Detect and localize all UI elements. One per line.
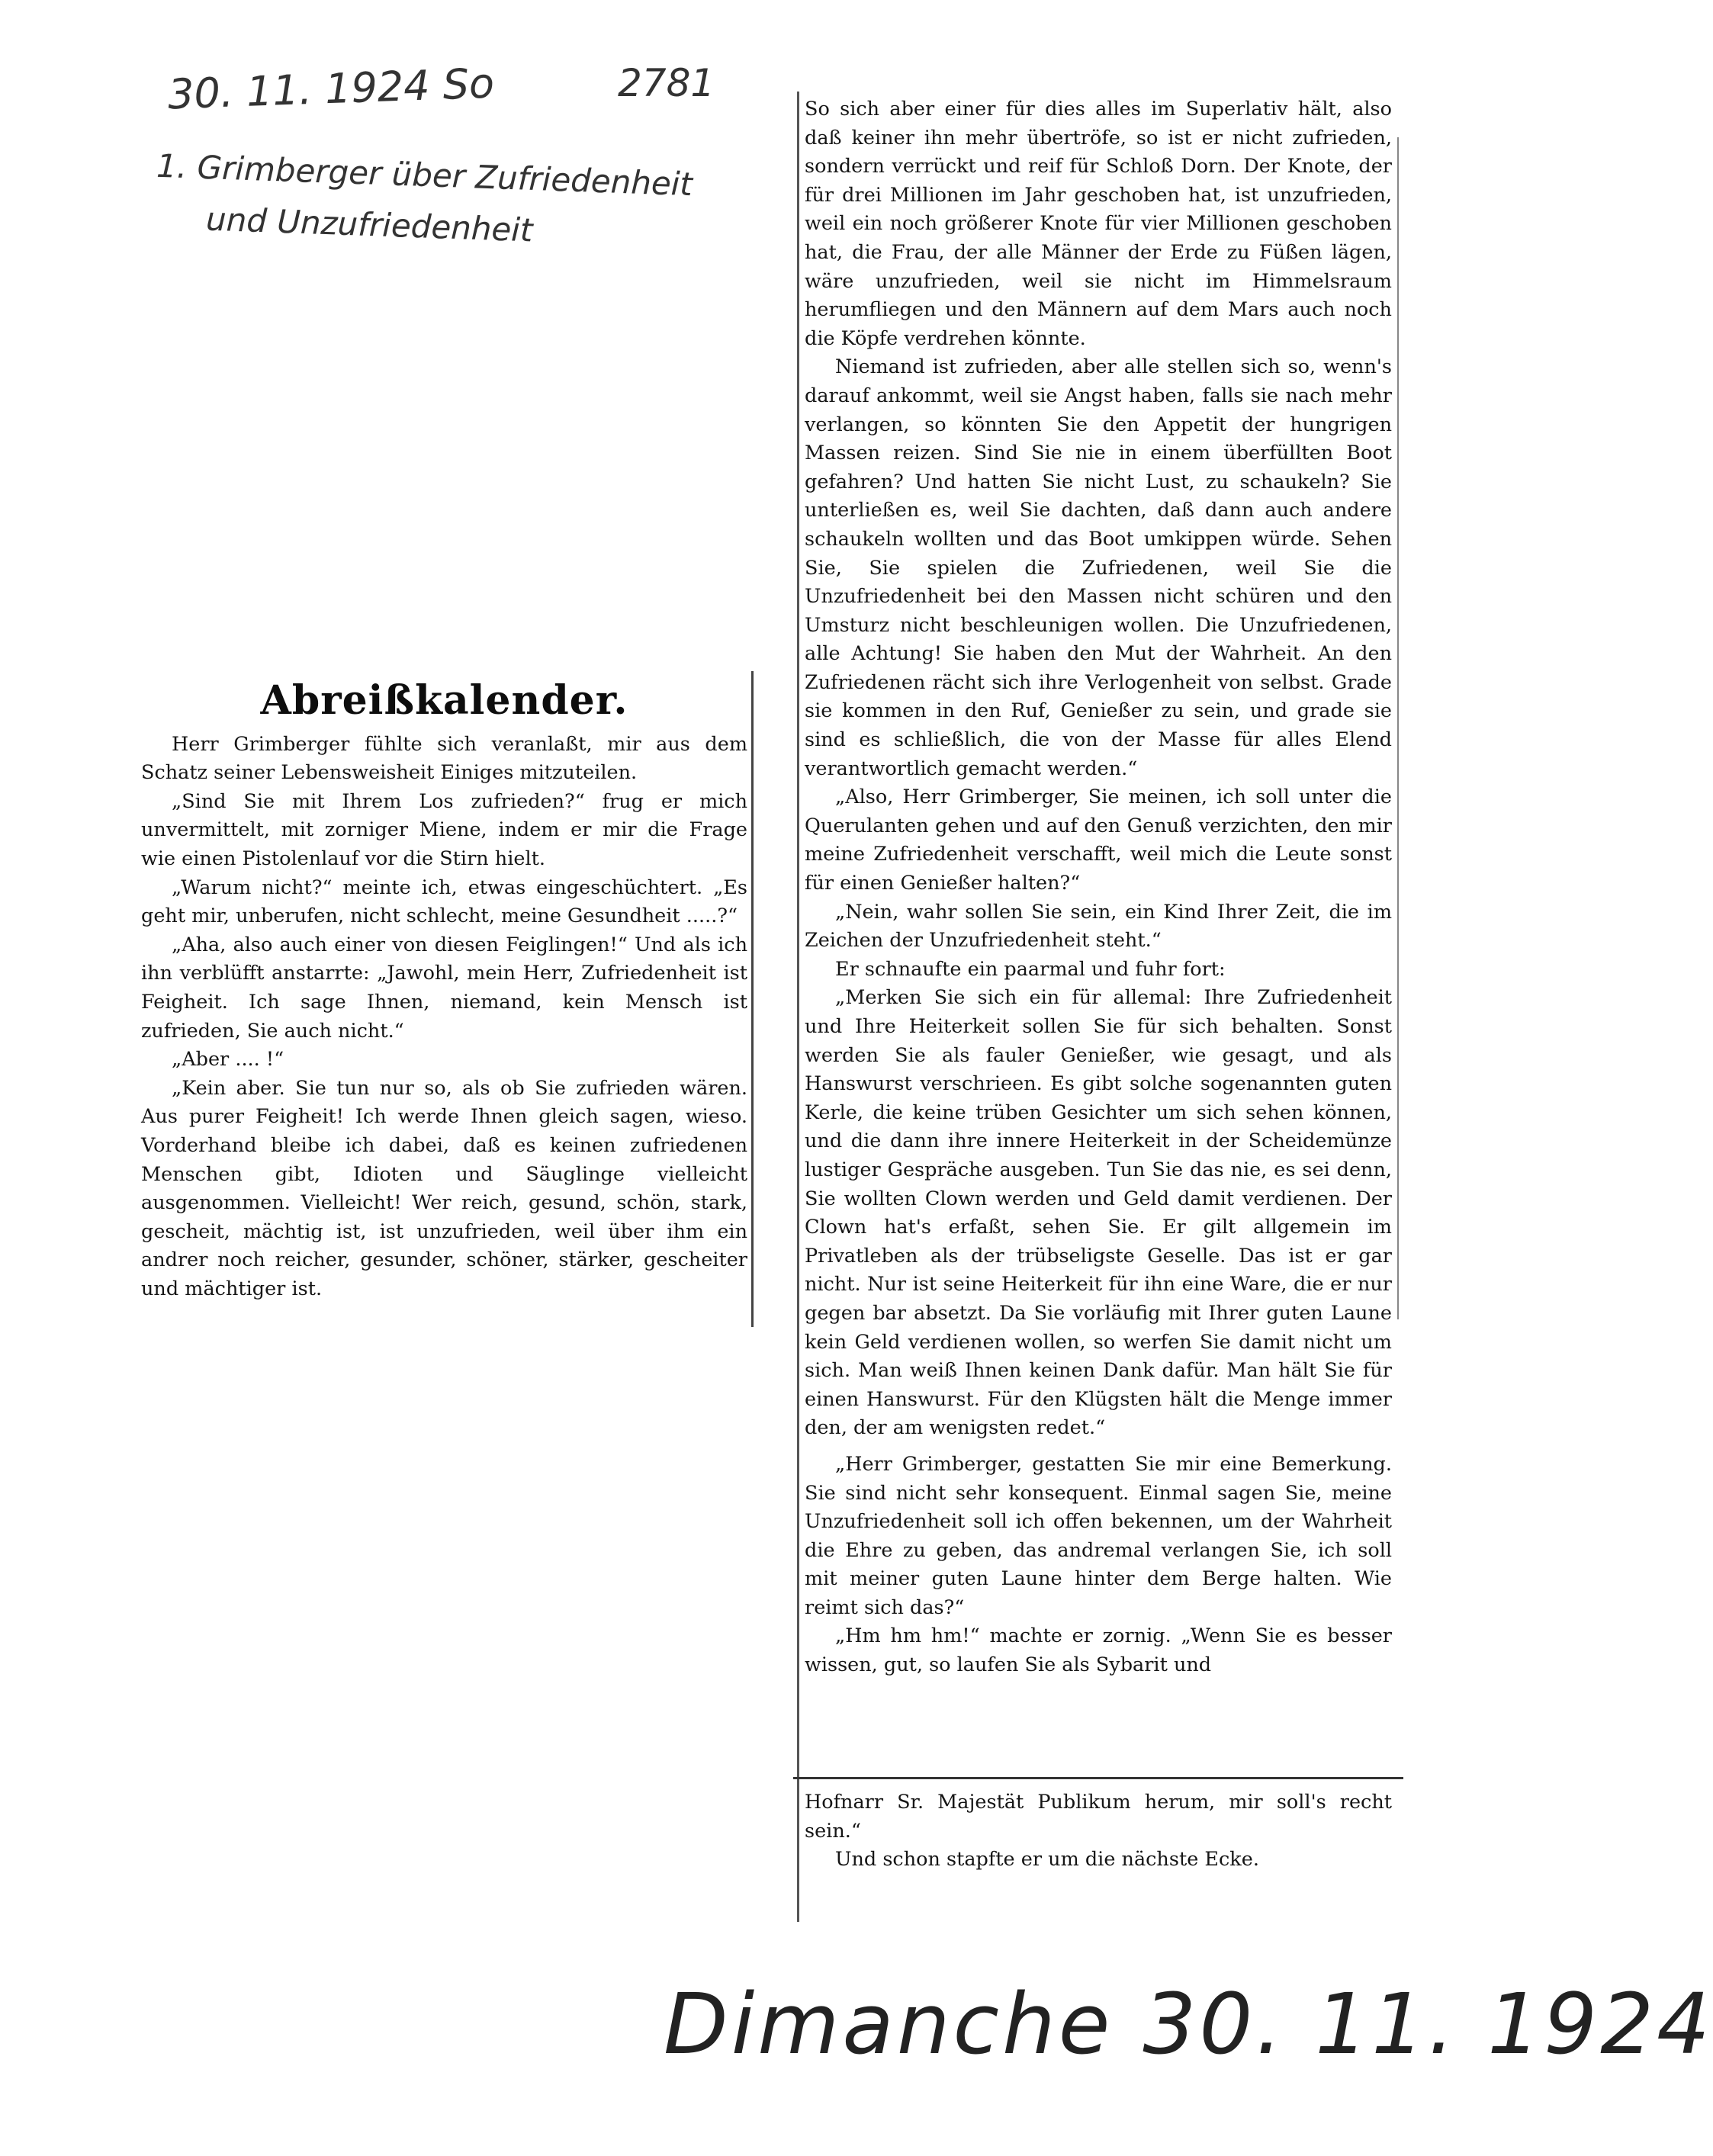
right-paragraph: „Nein, wahr sollen Sie sein, ein Kind Ihrer Zeit, die im Zeichen der Unzufriedenheit steht.“ [805, 900, 1392, 953]
right-article-column [805, 95, 1392, 1680]
right-article-bottom [805, 1788, 1392, 1875]
left-paragraph: „Kein aber. Sie tun nur so, als ob Sie zufrieden wären. Aus purer Feigheit! Ich werde Ihnen gleich sagen, wieso. Vorderhand bleibe ich dabei, daß es keinen zufriedenen Menschen gibt, Idioten und Säuglinge vielleicht ausgenommen. Vielleicht! Wer reich, gesund, schön, stark, gescheit, mächtig ist, ist unzufrieden, weil über ihm ein andrer noch reicher, gesunder, schöner, stärker, gescheiter und mächtiger ist. [141, 1076, 747, 1300]
right-paragraph: „Hm hm hm!“ machte er zornig. „Wenn Sie es besser wissen, gut, so laufen Sie als Sybarit und [805, 1624, 1392, 1677]
handwritten-note-line-1: 1. Grimberger über Zufriedenheit [156, 146, 693, 204]
left-paragraph: „Sind Sie mit Ihrem Los zufrieden?“ frug er mich unvermittelt, mit zorniger Miene, indem er mir die Frage wie einen Pistolenlauf vor die Stirn hielt. [141, 789, 747, 870]
right-column-rule-left [797, 92, 799, 1922]
right-paragraph: Niemand ist zufrieden, aber alle stellen sich so, wenn's darauf ankommt, weil sie Angst haben, falls sie nach mehr verlangen, so könnten Sie den Appetit der hungrigen Massen reizen. Sind Sie nie in einem überfüllten Boot gefahren? Und hatten Sie nicht Lust, zu schaukeln? Sie unterließen es, weil Sie dachten, daß dann auch andere schaukeln wollten und das Boot umkippen würde. Sehen Sie, Sie spielen die Zufriedenen, weil Sie die Unzufriedenheit bei den Massen nicht schüren und den Umsturz nicht beschleunigen wollen. Die Unzufriedenen, alle Achtung! Sie haben den Mut der Wahrheit. An den Zufriedenen rächt sich ihre Verlogenheit von selbst. Grade sie kommen in den Ruf, Genießer zu sein, und grade sie sind es schließlich, die von der Masse für alles Elend verantwortlich gemacht werden.“ [805, 355, 1392, 780]
left-paragraph: „Aber .... !“ [172, 1048, 284, 1072]
right-paragraph: Er schnaufte ein paarmal und fuhr fort: [835, 957, 1226, 981]
handwritten-note-line-2: und Unzufriedenheit [205, 200, 534, 249]
bottom-paragraph: Hofnarr Sr. Majestät Publikum herum, mir soll's recht sein.“ [805, 1791, 1392, 1843]
bottom-paragraph: Und schon stapfte er um die nächste Ecke. [835, 1848, 1259, 1872]
article-title: Abreißkalender. [260, 677, 628, 724]
clipping-separator [793, 1777, 1403, 1779]
left-paragraph: „Aha, also auch einer von diesen Feiglingen!“ Und als ich ihn verblüfft anstarrte: „Jawohl, mein Herr, Zufriedenheit ist Feigheit. Ich sage Ihnen, niemand, kein Mensch ist zufrieden, Sie auch nicht.“ [141, 933, 747, 1043]
handwritten-archive-number: 2781 [618, 61, 715, 105]
right-paragraph: So sich aber einer für dies alles im Superlativ hält, also daß keiner ihn mehr übertröfe, so ist er nicht zufrieden, sondern verrückt und reif für Schloß Dorn. Der Knote, der für drei Millionen im Jahr geschoben hat, ist unzufrieden, weil ein noch größerer Knote für vier Millionen geschoben hat, die Frau, der alle Männer der Erde zu Füßen lägen, wäre unzufrieden, weil sie nicht im Himmelsraum herumfliegen und den Männern auf dem Mars auch noch die Köpfe verdrehen könnte. [805, 98, 1392, 350]
handwritten-footer-date: Dimanche 30. 11. 1924 [664, 1975, 1713, 2073]
right-column-rule-right [1397, 137, 1399, 1319]
handwritten-date: 30. 11. 1924 So [167, 59, 495, 119]
left-column-rule [751, 671, 754, 1327]
left-paragraph: Herr Grimberger fühlte sich veranlaßt, mir aus dem Schatz seiner Lebensweisheit Einiges mitzuteilen. [141, 732, 747, 785]
left-paragraph: „Warum nicht?“ meinte ich, etwas eingeschüchtert. „Es geht mir, unberufen, nicht schlecht, meine Gesundheit .....?“ [141, 876, 747, 928]
right-paragraph: „Merken Sie sich ein für allemal: Ihre Zufriedenheit und Ihre Heiterkeit sollen Sie für sich behalten. Sonst werden Sie als fauler Genießer, wie gesagt, und als Hanswurst verschrieen. Es gibt solche sogenannten guten Kerle, die keine trüben Gesichter um sich sehen können, und die dann ihre innere Heiterkeit in der Scheidemünze lustiger Gespräche ausgeben. Tun Sie das nie, es sei denn, Sie wollten Clown werden und Geld damit verdienen. Der Clown hat's erfaßt, sehen Sie. Er gilt allgemein im Privatleben als der trübseligste Geselle. Das ist er gar nicht. Nur ist seine Heiterkeit für ihn eine Ware, die er nur gegen bar absetzt. Da Sie vorläufig mit Ihrer guten Laune kein Geld verdienen wollen, so werfen Sie damit nicht um sich. Man weiß Ihnen keinen Dank dafür. Man hält Sie für einen Hanswurst. Für den Klügsten hält die Menge immer den, der am wenigsten redet.“ [805, 986, 1392, 1440]
right-paragraph: „Herr Grimberger, gestatten Sie mir eine Bemerkung. Sie sind nicht sehr konsequent. Einmal sagen Sie, meine Unzufriedenheit soll ich offen bekennen, um der Wahrheit die Ehre zu geben, das andremal verlangen Sie, ich soll mit meiner guten Laune hinter dem Berge halten. Wie reimt sich das?“ [805, 1452, 1392, 1619]
right-paragraph: „Also, Herr Grimberger, Sie meinen, ich soll unter die Querulanten gehen und auf den Genuß verzichten, den mir meine Zufriedenheit verschafft, weil mich die Leute sonst für einen Genießer halten?“ [805, 786, 1392, 895]
left-article-column [141, 677, 747, 1303]
